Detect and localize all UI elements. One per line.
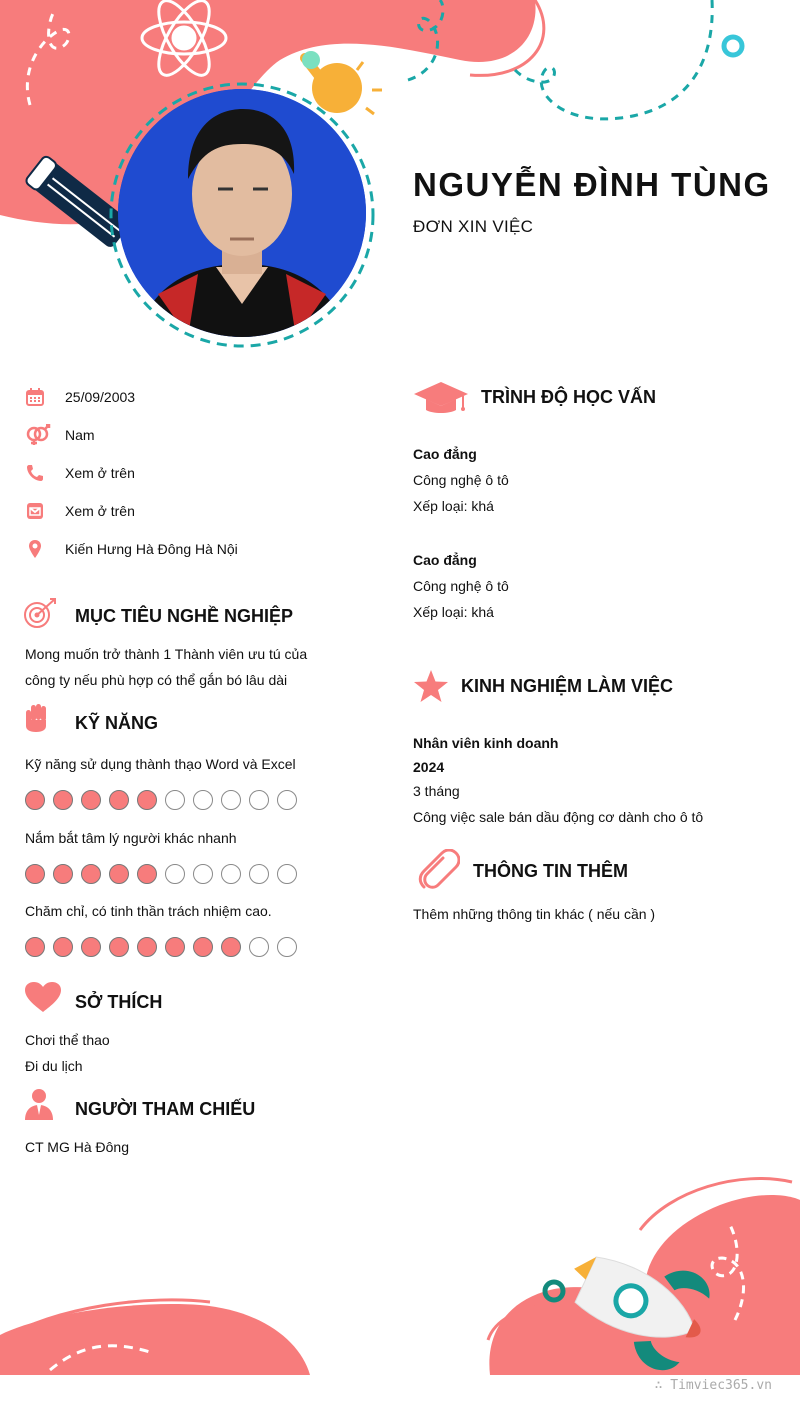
experience-title: KINH NGHIỆM LÀM VIỆC [461,676,674,696]
hobbies-list [25,1027,110,1079]
rating-dot-filled [25,937,45,957]
rating-dot-empty [249,790,269,810]
candidate-name: NGUYỄN ĐÌNH TÙNG [413,166,771,203]
star-icon [413,669,449,708]
rating-dot-filled [193,937,213,957]
rating-dot-filled [165,937,185,957]
graduation-cap-icon [413,380,469,419]
gender-icon [25,423,53,447]
rating-dot-filled [109,790,129,810]
references-title: NGƯỜI THAM CHIẾU [75,1099,256,1119]
rating-dot-empty [277,864,297,884]
rating-dot-empty [277,790,297,810]
contact-phone: Xem ở trên [25,461,135,485]
skill-rating [25,864,297,884]
rating-dot-filled [81,937,101,957]
experience-position: Nhân viên kinh doanh [413,735,559,751]
rating-dot-empty [221,864,241,884]
person-icon [24,1088,54,1125]
rating-dot-filled [137,864,157,884]
contact-email: Xem ở trên [25,499,135,523]
experience-description: Công việc sale bán dầu động cơ dành cho ô tô [413,809,704,825]
lightbulb-icon [302,51,382,114]
rating-dot-empty [221,790,241,810]
document-subtitle: ĐƠN XIN VIỆC [413,217,534,236]
rating-dot-filled [25,790,45,810]
objective-title: MỤC TIÊU NGHỀ NGHIỆP [75,606,294,626]
rating-dot-empty [165,790,185,810]
rating-dot-filled [81,790,101,810]
rating-dot-filled [221,937,241,957]
profile-photo [118,89,366,337]
rating-dot-filled [137,790,157,810]
experience-year: 2024 [413,759,445,775]
rating-dot-filled [25,864,45,884]
skills-title: KỸ NĂNG [75,713,159,733]
education-title: TRÌNH ĐỘ HỌC VẤN [481,387,656,407]
education-item: Cao đẳng Công nghệ ô tô Xếp loại: khá [413,446,509,514]
location-icon [25,537,53,561]
hobby-item: Chơi thể thao [25,1032,110,1048]
skill-rating [25,937,297,957]
fist-icon [24,702,50,739]
skill-label: Chăm chỉ, có tinh thần trách nhiệm cao. [25,903,272,919]
rating-dot-filled [53,864,73,884]
rating-dot-empty [249,937,269,957]
additional-text: Thêm những thông tin khác ( nếu cần ) [413,906,656,922]
education-item: Cao đẳng Công nghệ ô tô Xếp loại: khá [413,552,509,620]
rating-dot-empty [193,790,213,810]
rating-dot-empty [193,864,213,884]
phone-icon [25,461,53,485]
skill-rating [25,790,297,810]
rating-dot-empty [249,864,269,884]
rating-dot-filled [109,864,129,884]
paperclip-icon [416,849,460,898]
rating-dot-filled [81,864,101,884]
calendar-icon [25,385,53,409]
objective-text: Mong muốn trở thành 1 Thành viên ưu tú của công ty nếu phù hợp có thể gắn bó lâu dài [25,646,308,688]
experience-item [413,730,703,830]
skill-label: Kỹ năng sử dụng thành thạo Word và Excel [25,756,296,772]
rating-dot-empty [277,937,297,957]
reference-text: CT MG Hà Đông [25,1139,129,1155]
hobby-item: Đi du lịch [25,1058,83,1074]
contact-address: Kiến Hưng Hà Đông Hà Nội [25,537,238,561]
rating-dot-filled [109,937,129,957]
watermark: ∴ Timviec365.vn [654,1378,772,1393]
email-icon [25,499,53,523]
contact-gender: Nam [25,423,95,447]
heart-icon [24,981,62,1018]
rating-dot-filled [53,937,73,957]
additional-title: THÔNG TIN THÊM [473,861,628,881]
hobbies-title: SỞ THÍCH [75,992,163,1012]
skill-label: Nắm bắt tâm lý người khác nhanh [25,830,237,846]
experience-duration: 3 tháng [413,783,460,799]
rating-dot-filled [137,937,157,957]
rating-dot-filled [53,790,73,810]
rating-dot-empty [165,864,185,884]
target-icon [23,597,59,634]
contact-birthdate: 25/09/2003 [25,385,135,409]
